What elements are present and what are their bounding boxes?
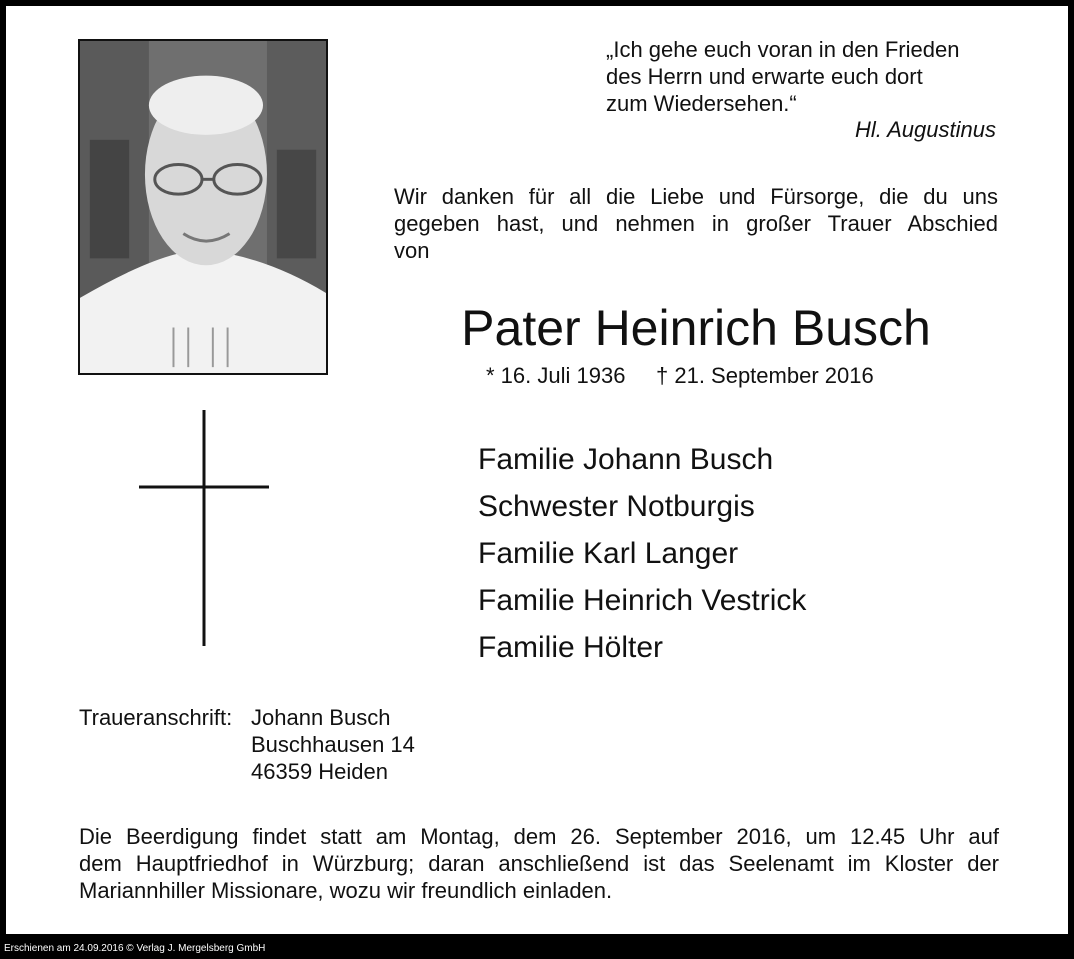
mourner: Familie Heinrich Vestrick [478, 584, 807, 617]
deceased-name: Pater Heinrich Busch [461, 300, 931, 356]
cross-icon [139, 410, 269, 646]
mourner: Familie Hölter [478, 631, 664, 664]
quote-line: des Herrn und erwarte euch dort [606, 64, 923, 89]
funeral-line: Mariannhiller Missionare, wozu wir freundlich einladen. [79, 878, 613, 903]
mourner: Familie Johann Busch [478, 443, 774, 476]
thanks-line: von [394, 238, 430, 263]
funeral-line: Die Beerdigung findet statt am Montag, dem 26. September 2016, um 12.45 Uhr auf [79, 824, 999, 849]
mourners-list [478, 436, 806, 671]
obituary-notice [6, 6, 1068, 934]
mourner: Schwester Notburgis [478, 490, 755, 523]
portrait-photo [78, 39, 328, 375]
quote-author: Hl. Augustinus [854, 117, 996, 142]
life-dates: * 16. Juli 1936 † 21. September 2016 [486, 363, 874, 388]
address-label: Traueranschrift: [79, 705, 233, 730]
publication-footer: Erschienen am 24.09.2016 © Verlag J. Mergelsberg GmbH [4, 943, 266, 954]
thanks-line: Wir danken für all die Liebe und Fürsorge, die du uns [394, 184, 998, 209]
address-lines [251, 704, 415, 785]
funeral-line: dem Hauptfriedhof in Würzburg; daran anschließend ist das Seelenamt im Kloster der [79, 851, 999, 876]
address-line: 46359 Heiden [251, 759, 389, 784]
quote [606, 36, 998, 117]
quote-line: „Ich gehe euch voran in den Frieden [606, 37, 960, 62]
address-line: Johann Busch [251, 705, 391, 730]
thanks-text [394, 183, 998, 264]
funeral-info [79, 823, 999, 904]
thanks-line: gegeben hast, und nehmen in großer Trauer Abschied [394, 211, 998, 236]
mourner: Familie Karl Langer [478, 537, 739, 570]
address-line: Buschhausen 14 [251, 732, 415, 757]
quote-line: zum Wiedersehen.“ [606, 91, 797, 116]
